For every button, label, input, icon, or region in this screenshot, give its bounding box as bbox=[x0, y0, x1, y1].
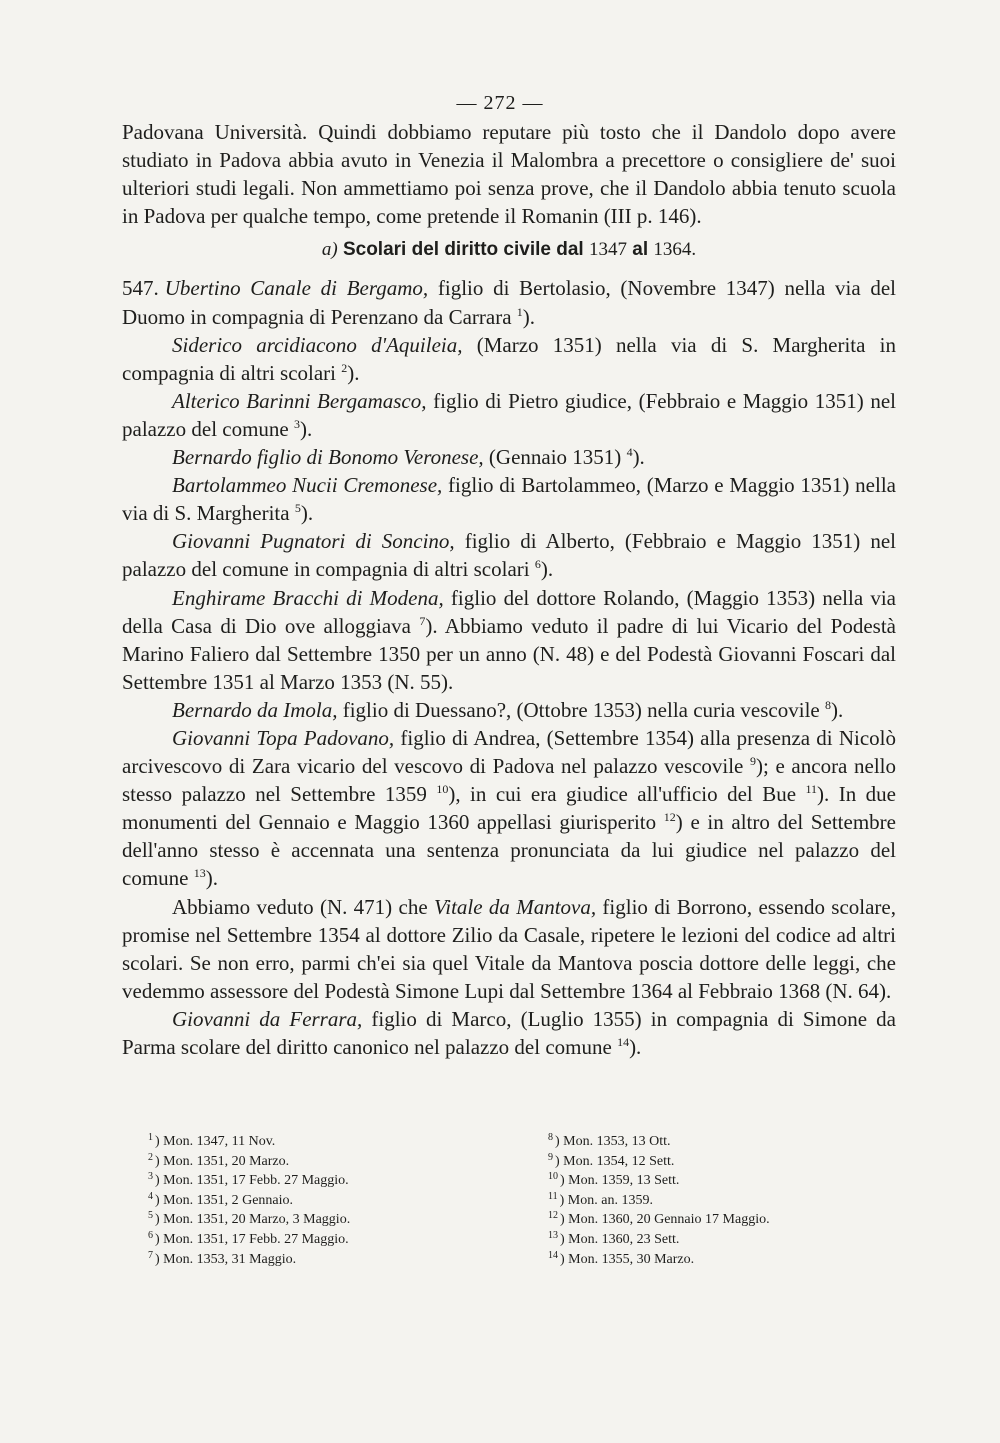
entry-tail: ). bbox=[205, 866, 218, 891]
entry bbox=[122, 387, 896, 443]
footnote-text: ) Mon. 1355, 30 Marzo. bbox=[560, 1251, 695, 1267]
footnote bbox=[548, 1230, 868, 1250]
footnote-mark: 13 bbox=[548, 1229, 558, 1241]
footnote-text: ) Mon. 1360, 20 Gennaio 17 Maggio. bbox=[560, 1212, 770, 1228]
heading-mid: al bbox=[632, 239, 649, 261]
heading-from: 1347 bbox=[588, 239, 627, 261]
footnote bbox=[548, 1210, 868, 1230]
entry-text: figlio di Pietro giudice, (Febbraio e Maggio 1351) nel palazzo del comune bbox=[122, 388, 897, 441]
footnote-ref: 1 bbox=[516, 304, 523, 319]
entry-tail: ). bbox=[831, 697, 844, 722]
footnote-ref: 14 bbox=[617, 1035, 630, 1049]
footnote-text: ) Mon. 1353, 13 Ott. bbox=[555, 1134, 671, 1149]
footnote-mark: 7 bbox=[148, 1249, 153, 1261]
heading-label: a) bbox=[321, 239, 338, 261]
entry-text: figlio di Bartolammeo, (Marzo e Maggio 1351) nella via di S. Margherita bbox=[122, 473, 896, 526]
entry-text: (Gennaio 1351) bbox=[483, 445, 627, 470]
footnote-mark: 10 bbox=[548, 1171, 558, 1183]
footnote-text: ) Mon. 1347, 11 Nov. bbox=[155, 1134, 276, 1149]
entry-text: figlio di Duessano?, (Ottobre 1353) nella curia vescovile bbox=[337, 697, 825, 722]
footnote-ref: 4 bbox=[626, 445, 633, 460]
entry-tail: ). bbox=[522, 304, 536, 329]
footnote-mark: 12 bbox=[548, 1210, 558, 1222]
footnote-text: ) Mon. 1351, 17 Febb. 27 Maggio. bbox=[155, 1173, 349, 1189]
entry-text: ) e in altro del Settembre dell'anno stesso è accennata una sentenza pronunciata da lui giudice nel palazzo del comune bbox=[122, 810, 896, 891]
entry-tail: ). bbox=[629, 1035, 642, 1059]
footnote-mark: 8 bbox=[548, 1132, 553, 1143]
footnote-ref: 12 bbox=[663, 810, 676, 825]
footnote bbox=[548, 1152, 868, 1172]
entry bbox=[122, 584, 896, 696]
footnote-text: ) Mon. 1351, 2 Gennaio. bbox=[155, 1192, 294, 1208]
main-text bbox=[122, 118, 896, 1061]
footnote bbox=[148, 1210, 448, 1230]
footnote bbox=[148, 1132, 448, 1152]
footnote bbox=[548, 1191, 868, 1211]
footnote-text: ) Mon. 1359, 13 Sett. bbox=[560, 1173, 680, 1189]
entry-tail: ). bbox=[300, 416, 313, 441]
footnote bbox=[548, 1132, 868, 1152]
entry-name: Enghirame Bracchi di Modena, bbox=[172, 585, 444, 610]
entry-tail: ). bbox=[540, 557, 554, 582]
footnote-ref: 13 bbox=[193, 866, 206, 881]
footnotes-left bbox=[148, 1132, 448, 1269]
entry-name: Bernardo figlio di Bonomo Veronese, bbox=[172, 445, 484, 470]
entry-text: figlio del dottore Rolando, (Maggio 1353) nella via della Casa di Dio ove alloggiava bbox=[122, 585, 896, 638]
footnotes-right bbox=[548, 1132, 868, 1269]
footnote-mark: 3 bbox=[148, 1171, 153, 1183]
footnote-ref: 2 bbox=[341, 360, 348, 375]
entry-ferrara bbox=[122, 1005, 896, 1061]
footnote-ref: 3 bbox=[294, 416, 300, 431]
intro-paragraph: Padovana Università. Quindi dobbiamo reputare più tosto che il Dandolo dopo avere studiato in Padova abbia avuto in Venezia il Malombra a precettore o consigliere de' suoi ulteriori studi legali. Non ammettiamo poi senza prove, che il Dandolo abbia tenuto scuola in Padova per qualche tempo, come pretende il Romanin (III p. 146). bbox=[122, 120, 896, 229]
entry-name: Alterico Barinni Bergamasco, bbox=[172, 388, 427, 413]
heading-text: Scolari del diritto civile dal bbox=[342, 239, 584, 261]
footnote-ref: 11 bbox=[805, 782, 818, 797]
entry-name: Giovanni da Ferrara, bbox=[172, 1006, 363, 1031]
entry bbox=[122, 471, 896, 527]
entry-547 bbox=[122, 274, 896, 330]
entry-name: Giovanni Pugnatori di Soncino, bbox=[172, 529, 455, 554]
entry bbox=[122, 527, 896, 583]
footnote-mark: 11 bbox=[548, 1190, 558, 1202]
footnote-mark: 14 bbox=[548, 1249, 558, 1261]
footnote-mark: 2 bbox=[148, 1151, 153, 1163]
footnote bbox=[148, 1250, 448, 1270]
footnote-mark: 5 bbox=[148, 1210, 153, 1222]
entry-text: figlio di Marco, (Luglio 1355) in compagnia di Simone da Parma scolare del diritto canonico nel palazzo del comune bbox=[122, 1006, 896, 1059]
entry-text: figlio di Andrea, (Settembre 1354) alla presenza di Nicolò arcivescovo di Zara vicario del vescovo di Padova nel palazzo vescovile bbox=[122, 725, 896, 779]
entry-name: Ubertino Canale di Bergamo, bbox=[164, 276, 429, 301]
entry-text: ); e ancora nello stesso palazzo nel Settembre 1359 bbox=[122, 754, 896, 807]
entry-topa bbox=[122, 724, 896, 893]
entry-text: figlio di Borrono, essendo scolare, promise nel Settembre 1354 al dottore Zilio da Casale, ripetere le lezioni del codice ad altri scolari. Se non erro, parmi ch'ei sia quel Vitale da Mantova poscia dottore delle leggi, che vedemmo assessore del Podestà Simone Lupi dal Settembre 1364 al Febbraio 1368 (N. 64). bbox=[122, 894, 896, 1003]
entry-text: ), in cui era giudice all'ufficio del Bue bbox=[448, 782, 806, 807]
footnote-mark: 9 bbox=[548, 1151, 553, 1163]
entry-text: (Marzo 1351) nella via di S. Margherita in compagnia di altri scolari bbox=[122, 332, 896, 385]
entry-tail: ). bbox=[347, 360, 360, 385]
footnote-ref: 6 bbox=[534, 557, 541, 572]
footnote-ref: 9 bbox=[750, 754, 757, 769]
footnote bbox=[148, 1230, 448, 1250]
entry-name: Siderico arcidiacono d'Aquileia, bbox=[172, 332, 463, 357]
footnote-text: ) Mon. 1351, 20 Marzo, 3 Maggio. bbox=[155, 1212, 351, 1228]
footnote-mark: 6 bbox=[148, 1229, 153, 1241]
entry-name: Vitale da Mantova, bbox=[433, 894, 597, 919]
footnote-ref: 5 bbox=[294, 501, 301, 516]
page-number: — 272 — bbox=[456, 92, 544, 114]
entry bbox=[122, 696, 896, 724]
entry-text: Abbiamo veduto (N. 471) che bbox=[172, 894, 434, 919]
footnote bbox=[548, 1171, 868, 1191]
footnote-text: ) Mon. 1354, 12 Sett. bbox=[555, 1153, 675, 1169]
footnote bbox=[148, 1191, 448, 1211]
footnote-mark: 4 bbox=[148, 1190, 153, 1202]
heading-to: 1364. bbox=[653, 239, 697, 261]
footnote-mark: 1 bbox=[148, 1132, 153, 1143]
footnote-text: ) Mon. 1353, 31 Maggio. bbox=[155, 1251, 297, 1267]
entry-text: figlio di Alberto, (Febbraio e Maggio 1351) nel palazzo del comune in compagnia di altri scolari bbox=[122, 529, 896, 582]
footnote-ref: 10 bbox=[436, 782, 449, 797]
entry-tail: ). Abbiamo veduto il padre di lui Vicario del Podestà Marino Faliero dal Settembre 1350 per un anno (N. 48) e del Podestà Giovanni Foscari dal Settembre 1351 al Marzo 1353 (N. 55). bbox=[122, 613, 896, 694]
entry-text: figlio di Bertolasio, (Novembre 1347) nella via del Duomo in compagnia di Perenzano da Carrara bbox=[122, 276, 897, 329]
footnote bbox=[548, 1250, 868, 1270]
footnote-ref: 7 bbox=[419, 613, 426, 628]
entry-name: Giovanni Topa Padovano, bbox=[172, 725, 395, 750]
footnote bbox=[148, 1171, 448, 1191]
footnote bbox=[148, 1152, 448, 1172]
footnotes bbox=[148, 1132, 868, 1269]
footnote-ref: 8 bbox=[825, 697, 831, 712]
entry-number: 547. bbox=[122, 276, 159, 301]
entry-text: ). In due monumenti del Gennaio e Maggio 1360 appellasi giurisperito bbox=[122, 782, 897, 835]
footnote-text: ) Mon. 1351, 20 Marzo. bbox=[155, 1153, 290, 1169]
footnote-text: ) Mon. 1351, 17 Febb. 27 Maggio. bbox=[155, 1231, 349, 1247]
entry-name: Bernardo da Imola, bbox=[172, 697, 338, 722]
section-heading bbox=[122, 236, 896, 264]
footnote-text: ) Mon. an. 1359. bbox=[559, 1192, 653, 1208]
footnote-text: ) Mon. 1360, 23 Sett. bbox=[560, 1231, 680, 1247]
entry-tail: ). bbox=[300, 501, 314, 526]
entry-name: Bartolammeo Nucii Cremonese, bbox=[172, 473, 443, 498]
entry-tail: ). bbox=[632, 445, 645, 470]
entry bbox=[122, 443, 896, 471]
entry bbox=[122, 331, 896, 387]
paragraph-vitale bbox=[122, 893, 896, 1005]
